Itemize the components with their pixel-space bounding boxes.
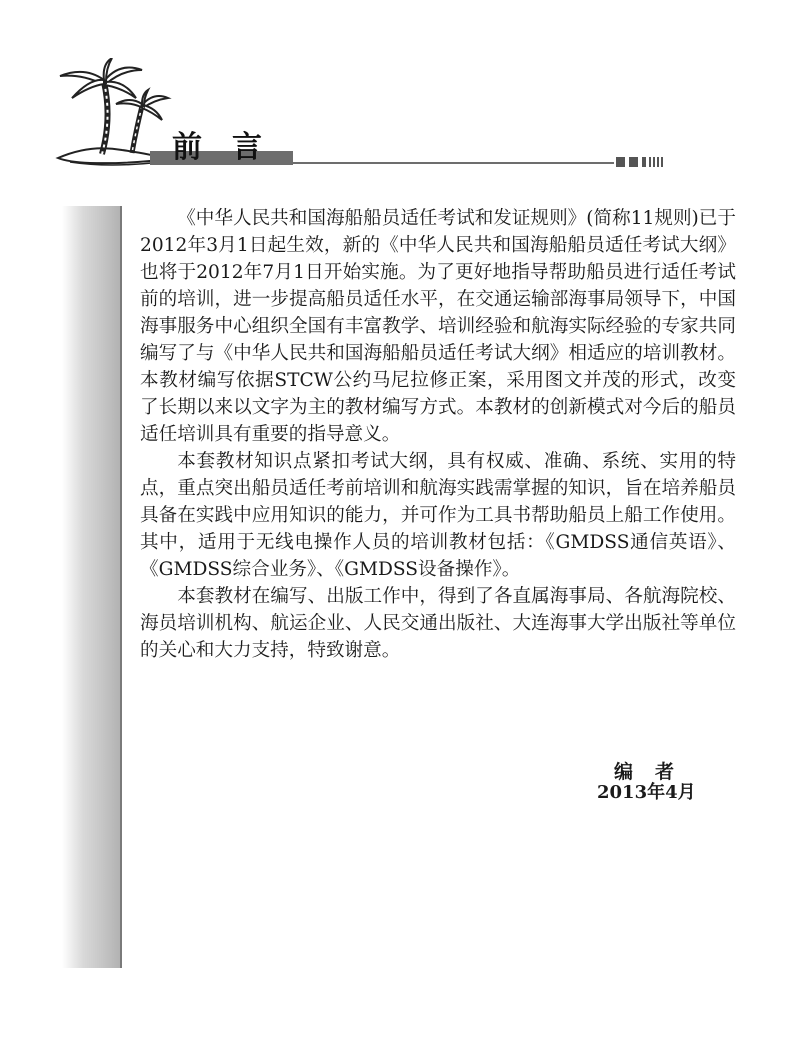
left-side-bar — [62, 206, 122, 968]
page-title: 前言 — [172, 130, 292, 165]
header-rule — [292, 162, 614, 164]
signature-author: 编者 — [614, 761, 697, 783]
paragraph: 本套教材在编写、出版工作中，得到了各直属海事局、各航海院校、海员培训机构、航运企业、人民交通出版社、大连海事大学出版社等单位的关心和大力支持，特致谢意。 — [140, 586, 736, 661]
preface-body — [140, 205, 736, 664]
paragraph: 《中华人民共和国海船船员适任考试和发证规则》(简称11规则)已于2012年3月1日起生效，新的《中华人民共和国海船船员适任考试大纲》也将于2012年7月1日开始实施。为了更好地指导帮助船员进行适任考试前的培训，进一步提高船员适任水平，在交通运输部海事局领导下，中国海事服务中心组织全国有丰富教学、培训经验和航海实际经验的专家共同编写了与《中华人民共和国海船船员适任考试大纲》相适应的培训教材。本教材编写依据STCW公约马尼拉修正案，采用图文并茂的形式，改变了长期以来以文字为主的教材编写方式。本教材的创新模式对今后的船员适任培训具有重要的指导意义。 — [140, 208, 736, 445]
signature-date: 2013年4月 — [597, 782, 696, 803]
paragraph: 本套教材知识点紧扣考试大纲，具有权威、准确、系统、实用的特点，重点突出船员适任考前培训和航海实践需掌握的知识，旨在培养船员具备在实践中应用知识的能力，并可作为工具书帮助船员上船工作使用。其中，适用于无线电操作人员的培训教材包括：《GMDSS通信英语》、《GMDSS综合业务》、《GMDSS设备操作》。 — [140, 451, 736, 580]
chapter-header — [0, 0, 790, 200]
